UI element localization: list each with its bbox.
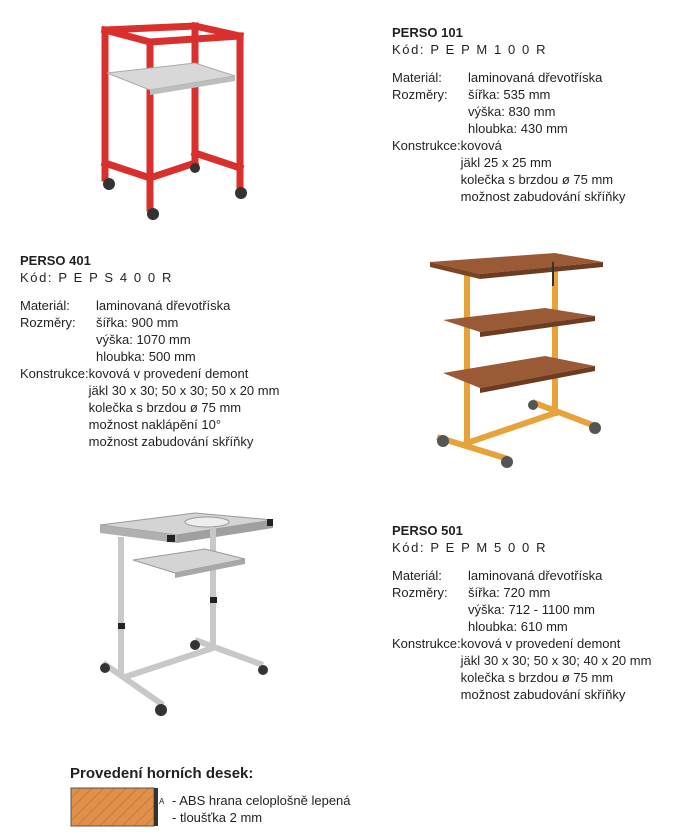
material-value: laminovaná dřevotříska bbox=[96, 298, 231, 313]
perso-401-spec bbox=[20, 252, 320, 450]
edge-note: - tloušťka 2 mm bbox=[172, 810, 263, 825]
dimension-height: výška: 830 mm bbox=[468, 104, 556, 119]
product-code: Kód: P E P M 1 0 0 R bbox=[392, 42, 548, 57]
material-value: laminovaná dřevotříska bbox=[468, 568, 603, 583]
perso-501-cart-image bbox=[95, 505, 280, 720]
construction-item: kolečka s brzdou ø 75 mm bbox=[460, 172, 614, 187]
construction-label: Konstrukce: bbox=[392, 636, 461, 651]
top-boards-title: Provedení horních desek: bbox=[70, 765, 254, 782]
dimensions-label: Rozměry: bbox=[20, 315, 76, 330]
dimension-width: šířka: 535 mm bbox=[468, 87, 551, 102]
product-title: PERSO 101 bbox=[392, 25, 463, 40]
dimension-width: šířka: 900 mm bbox=[96, 315, 179, 330]
dimensions-row bbox=[20, 314, 320, 365]
edge-note: - ABS hrana celoplošně lepená bbox=[172, 793, 351, 808]
construction-item: možnost naklápění 10° bbox=[88, 417, 222, 432]
perso-101-spec bbox=[392, 24, 682, 205]
construction-item: kovová v provedení demont bbox=[460, 636, 621, 651]
construction-item: kovová bbox=[460, 138, 502, 153]
construction-item: možnost zabudování skříňky bbox=[460, 189, 626, 204]
construction-row bbox=[392, 137, 682, 205]
dimension-height: výška: 1070 mm bbox=[96, 332, 191, 347]
construction-item: jäkl 25 x 25 mm bbox=[460, 155, 552, 170]
dimension-height: výška: 712 - 1100 mm bbox=[468, 602, 595, 617]
perso-501-spec bbox=[392, 522, 687, 703]
product-title: PERSO 501 bbox=[392, 523, 463, 538]
construction-label: Konstrukce: bbox=[20, 366, 89, 381]
dimension-depth: hloubka: 610 mm bbox=[468, 619, 568, 634]
product-title: PERSO 401 bbox=[20, 253, 91, 268]
material-value: laminovaná dřevotříska bbox=[468, 70, 603, 85]
product-code: Kód: P E P M 5 0 0 R bbox=[392, 540, 548, 555]
material-row bbox=[392, 69, 682, 86]
material-row bbox=[20, 297, 320, 314]
material-label: Materiál: bbox=[392, 568, 442, 583]
product-code: Kód: P E P S 4 0 0 R bbox=[20, 270, 173, 285]
construction-item: možnost zabudování skříňky bbox=[460, 687, 626, 702]
wood-board-sample-image bbox=[70, 787, 160, 827]
dimension-depth: hloubka: 500 mm bbox=[96, 349, 196, 364]
dimensions-row bbox=[392, 86, 682, 137]
construction-item: jäkl 30 x 30; 50 x 30; 50 x 20 mm bbox=[88, 383, 280, 398]
construction-row bbox=[20, 365, 320, 450]
construction-row bbox=[392, 635, 687, 703]
construction-item: možnost zabudování skříňky bbox=[88, 434, 254, 449]
perso-101-cart-image bbox=[95, 18, 260, 223]
construction-item: kolečka s brzdou ø 75 mm bbox=[88, 400, 242, 415]
material-label: Materiál: bbox=[392, 70, 442, 85]
material-label: Materiál: bbox=[20, 298, 70, 313]
top-boards-notes bbox=[172, 792, 351, 826]
edge-marker-label: A bbox=[159, 797, 165, 806]
construction-label: Konstrukce: bbox=[392, 138, 461, 153]
construction-item: kolečka s brzdou ø 75 mm bbox=[460, 670, 614, 685]
dimension-depth: hloubka: 430 mm bbox=[468, 121, 568, 136]
dimension-width: šířka: 720 mm bbox=[468, 585, 551, 600]
material-row bbox=[392, 567, 687, 584]
dimensions-label: Rozměry: bbox=[392, 585, 448, 600]
perso-401-cart-image bbox=[425, 248, 610, 473]
construction-item: kovová v provedení demont bbox=[88, 366, 249, 381]
dimensions-row bbox=[392, 584, 687, 635]
dimensions-label: Rozměry: bbox=[392, 87, 448, 102]
construction-item: jäkl 30 x 30; 50 x 30; 40 x 20 mm bbox=[460, 653, 652, 668]
